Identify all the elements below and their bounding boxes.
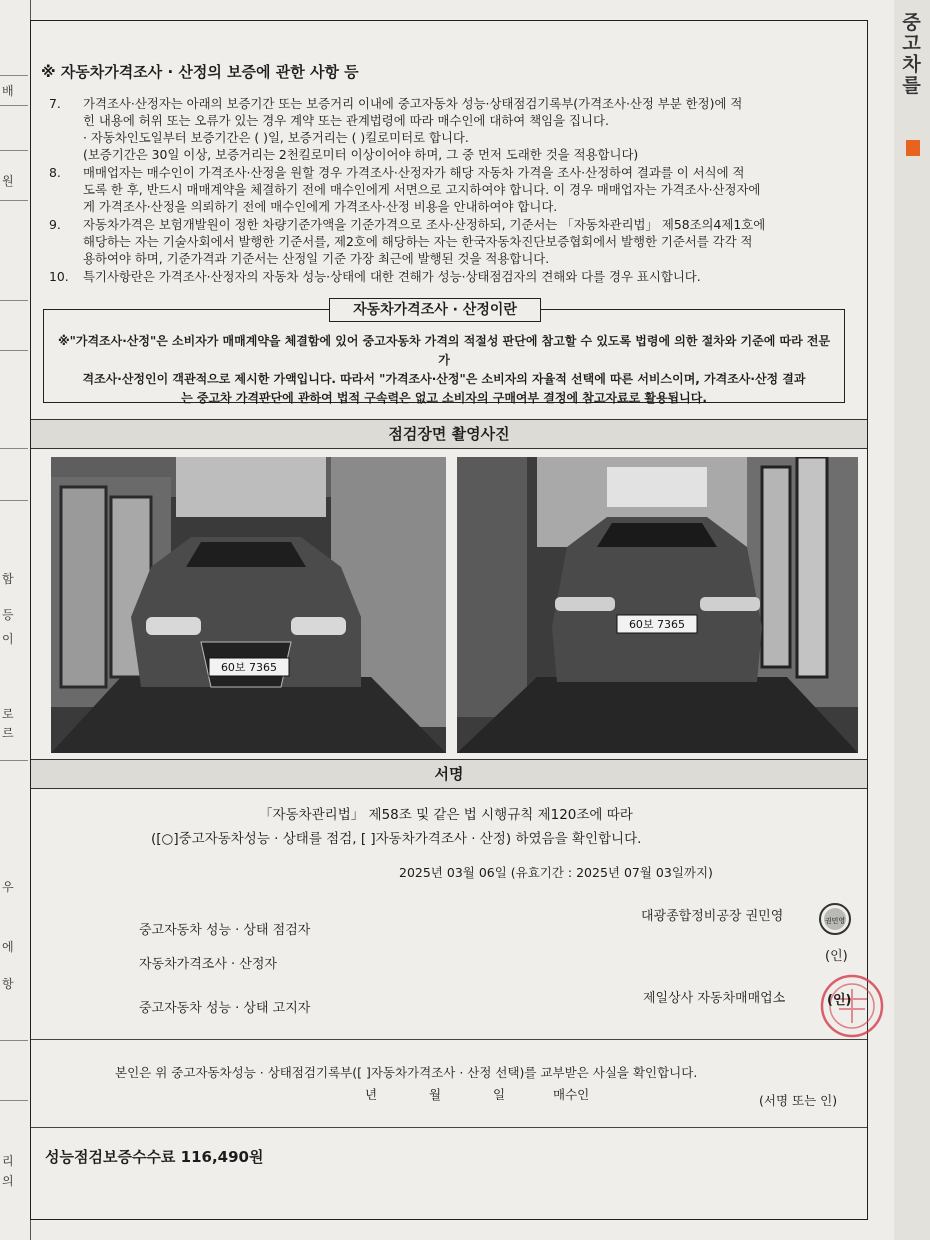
notice-item-9 — [49, 216, 849, 267]
item-line: 해당하는 자는 기술사회에서 발행한 기준서를, 제2호에 해당하는 자는 한국자동차진단보증협회에서 발행한 기준서를 각각 적 — [83, 234, 753, 249]
fee-divider — [31, 1127, 867, 1128]
notice-item-10 — [49, 268, 849, 285]
definition-body — [56, 332, 832, 408]
item-number: 9. — [49, 217, 61, 232]
left-margin-column — [0, 0, 31, 1240]
notice-items — [49, 95, 849, 286]
receipt-confirmation-line: 본인은 위 중고자동차성능 · 상태점검기록부([ ]자동차가격조사 · 산정 선택)를 교부받은 사실을 확인합니다. — [115, 1065, 698, 1080]
form-frame — [30, 20, 868, 1220]
rear-view-photo — [457, 457, 858, 753]
item-line: 특기사항란은 가격조사·산정자의 자동차 성능·상태에 대한 견해가 성능·상태점검자의 견해와 다를 경우 표시합니다. — [83, 269, 701, 284]
definition-box — [43, 302, 845, 405]
margin-char: 의 — [2, 1174, 14, 1188]
item-number: 10. — [49, 269, 69, 284]
item-line: 게 가격조사·산정을 의뢰하기 전에 매수인에게 가격조사·산정 비용을 안내하여야 합니다. — [83, 199, 558, 214]
margin-char: 등 — [2, 608, 14, 622]
notifier-seal-mark: (인) — [827, 993, 852, 1008]
item-line: 가격조사·산정자는 아래의 보증기간 또는 보증거리 이내에 중고자동차 성능·상태점검기록부(가격조사·산정 부분 한정)에 적 — [83, 96, 743, 111]
margin-char: 함 — [2, 572, 14, 586]
receipt-sign-hint: (서명 또는 인) — [759, 1093, 838, 1108]
inspector-seal-stamp — [817, 901, 853, 937]
notice-item-8 — [49, 164, 849, 215]
margin-char: 에 — [2, 940, 14, 954]
notice-item-7 — [49, 95, 849, 163]
signature-section-header: 서명 — [31, 759, 867, 789]
definition-line: ※"가격조사·산정"은 소비자가 매매계약을 체결함에 있어 중고자동차 가격의 적절성 판단에 참고할 수 있도록 법령에 의한 절차와 기준에 따라 전문가 — [57, 334, 831, 367]
definition-line: 격조사·산정인이 객관적으로 제시한 가액입니다. 따라서 "가격조사·산정"은 소비자의 자율적 선택에 따른 서비스이며, 가격조사·산정 결과 — [82, 372, 806, 386]
law-reference-line: 「자동차관리법」 제58조 및 같은 법 시행규칙 제120조에 따라 — [259, 807, 633, 823]
photos-section-header: 점검장면 촬영사진 — [31, 419, 867, 449]
item-line: (보증기간은 30일 이상, 보증거리는 2천킬로미터 이상이어야 하며, 그 중 먼저 도래한 것을 적용합니다) — [83, 147, 639, 162]
item-line: 도록 한 후, 반드시 매매계약을 체결하기 전에 매수인에게 서면으로 고지하여야 합니다. 이 경우 매매업자는 가격조사·산정자에 — [83, 182, 761, 197]
notice-title: ※ 자동차가격조사 · 산정의 보증에 관한 사항 등 — [41, 63, 359, 81]
rear-plate-text: 60보 7365 — [628, 618, 686, 631]
adjacent-page-text: 중고차를 — [899, 12, 921, 96]
receipt-month: 월 — [429, 1087, 442, 1102]
item-line: 힌 내용에 허위 또는 오류가 있는 경우 계약 또는 관계법령에 따라 매수인에 대하여 책임을 집니다. — [83, 113, 609, 128]
margin-char: 이 — [2, 632, 14, 646]
adjacent-page-strip — [894, 0, 930, 1240]
front-view-photo — [51, 457, 446, 753]
role-notifier: 중고자동차 성능 · 상태 고지자 — [139, 1001, 311, 1016]
inspector-name: 대광종합정비공장 권민영 — [641, 909, 784, 924]
inspection-fee: 성능점검보증수수료 116,490원 — [45, 1148, 264, 1166]
item-number: 7. — [49, 96, 61, 111]
inspector-stamp-text: 권민영 — [824, 917, 846, 925]
receipt-year: 년 — [365, 1087, 378, 1102]
margin-char: 원 — [2, 174, 14, 188]
item-line: · 자동차인도일부터 보증기간은 ( )일, 보증거리는 ( )킬로미터로 합니다. — [83, 130, 469, 145]
appraiser-seal-mark: (인) — [825, 949, 848, 964]
margin-char: 르 — [2, 726, 14, 740]
receipt-day: 일 — [493, 1087, 506, 1102]
margin-char: 로 — [2, 707, 14, 721]
definition-title: 자동차가격조사 · 산정이란 — [329, 298, 541, 322]
inspection-date-line: 2025년 03월 06일 (유효기간 : 2025년 07월 03일까지) — [399, 865, 713, 880]
margin-char: 우 — [2, 880, 14, 894]
item-number: 8. — [49, 165, 61, 180]
orange-marker — [906, 140, 920, 156]
margin-char: 항 — [2, 977, 14, 991]
role-appraiser: 자동차가격조사 · 산정자 — [139, 957, 277, 972]
receipt-buyer-label: 매수인 — [553, 1087, 590, 1102]
confirmation-line: ([○]중고자동차성능 · 상태를 점검, [ ]자동차가격조사 · 산정) 하였음을 확인합니다. — [151, 831, 642, 847]
role-inspector: 중고자동차 성능 · 상태 점검자 — [139, 923, 311, 938]
item-line: 매매업자는 매수인이 가격조사·산정을 원할 경우 가격조사·산정자가 해당 자동차 가격을 조사·산정하여 결과를 이 서식에 적 — [83, 165, 745, 180]
definition-line: 는 중고차 가격판단에 관하여 법적 구속력은 없고 소비자의 구매여부 결정에 참고자료로 활용됩니다. — [181, 391, 707, 405]
item-line: 자동차가격은 보험개발원이 정한 차량기준가액을 기준가격으로 조사·산정하되, 기준서는 「자동차관리법」 제58조의4제1호에 — [83, 217, 766, 232]
front-plate-text: 60보 7365 — [220, 661, 278, 674]
margin-char: 배 — [2, 84, 14, 98]
receipt-divider — [31, 1039, 867, 1040]
dealer-name: 제일상사 자동차매매업소 — [643, 991, 786, 1006]
item-line: 용하여야 하며, 기준가격과 기준서는 산정일 기준 가장 최근에 발행된 것을 적용합니다. — [83, 251, 550, 266]
margin-char: 리 — [2, 1154, 14, 1168]
